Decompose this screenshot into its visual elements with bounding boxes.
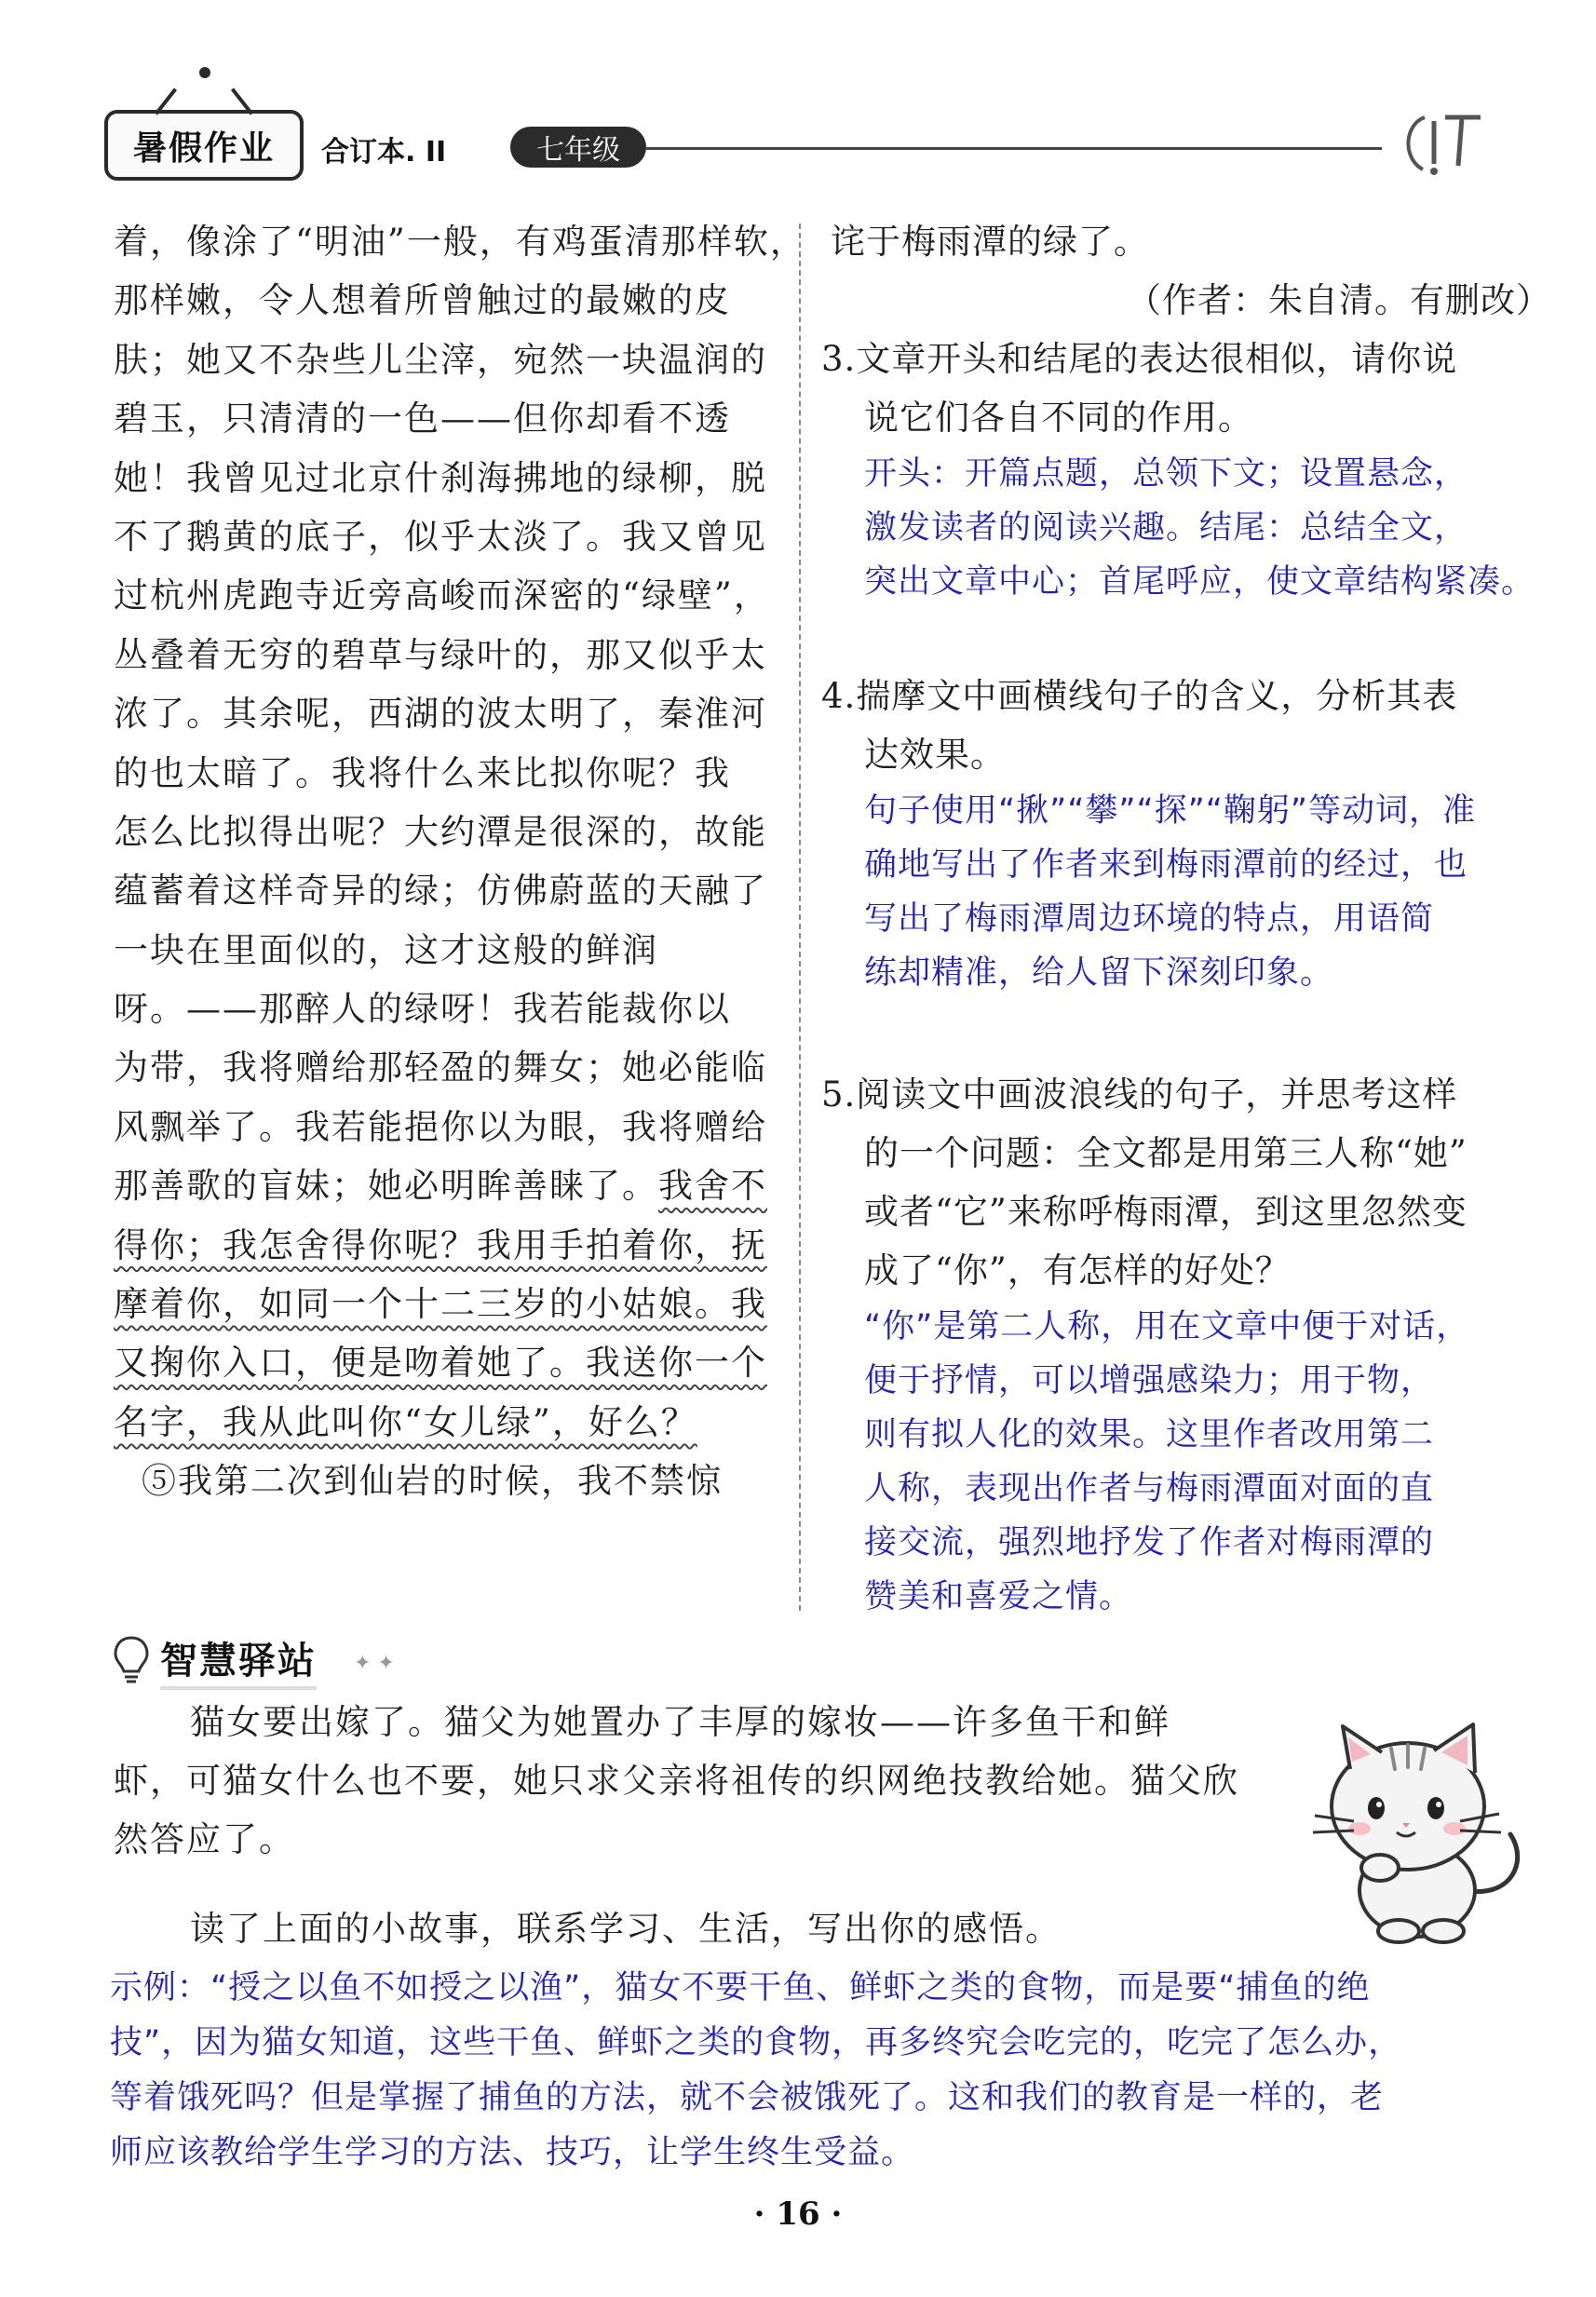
passage-line: 过杭州虎跑寺近旁高峻而深密的“绿壁”， — [114, 575, 770, 616]
right-column — [821, 212, 1566, 1624]
passage-line: 风飘举了。我若能挹你以为眼，我将赠给 — [114, 1106, 767, 1147]
sign-nail — [199, 67, 210, 78]
passage-line: 她！我曾见过北京什刹海拂地的绿柳，脱 — [114, 457, 767, 498]
column-divider — [799, 223, 801, 1611]
answer-line: 开头：开篇点题，总领下文；设置悬念， — [864, 455, 1468, 493]
answer-line: 则有拟人化的效果。这里作者改用第二 — [864, 1416, 1435, 1453]
grade-badge: 七年级 — [510, 127, 646, 168]
wavy-underlined-text: 摩着你，如同一个十二三岁的小姑娘。我 — [114, 1284, 767, 1325]
passage-line: 肤；她又不杂些儿尘滓，宛然一块温润的 — [114, 339, 767, 380]
question-text: 4.揣摩文中画横线句子的含义，分析其表 — [821, 676, 1458, 716]
question-3 — [821, 330, 1566, 609]
question-text: 达效果。 — [864, 735, 1006, 775]
passage-line: 的也太暗了。我将什么来比拟你呢？我 — [114, 752, 731, 793]
header-sign — [104, 110, 304, 181]
passage-line: 丛叠着无穷的碧草与绿叶的，那又似乎太 — [114, 634, 767, 675]
writing-prompt: 读了上面的小故事，联系学习、生活，写出你的感悟。 — [190, 1909, 1062, 1949]
answer-line: 等着饿死吗？但是掌握了捕鱼的方法，就不会被饿死了。这和我们的教育是一样的，老 — [110, 2079, 1385, 2116]
passage-line: 不了鹅黄的底子，似乎太淡了。我又曾见 — [114, 516, 767, 557]
question-text: 3.文章开头和结尾的表达很相似，请你说 — [821, 339, 1458, 379]
star-icon: ✦ ✦ — [354, 1652, 395, 1675]
story-line: 然答应了。 — [114, 1819, 295, 1859]
question-4 — [821, 667, 1566, 1000]
story-line: 虾，可猫女什么也不要，她只求父亲将祖传的织网绝技教给她。猫父欣 — [114, 1761, 1239, 1801]
answer-line: 赞美和喜爱之情。 — [864, 1578, 1133, 1615]
passage-line: ⑤我第二次到仙岩的时候，我不禁惊 — [142, 1461, 723, 1502]
cat-illustration — [1278, 1704, 1557, 1946]
passage-line: 碧玉，只清清的一色——但你却看不透 — [114, 399, 731, 439]
answer-line: “你”是第二人称，用在文章中便于对话， — [864, 1308, 1470, 1345]
wavy-underlined-text: 又掬你入口，便是吻着她了。我送你一个 — [114, 1343, 767, 1384]
wavy-underlined-text: 我舍不 — [658, 1166, 767, 1207]
passage-line: 一块在里面似的，这才这般的鲜润 — [114, 929, 658, 970]
header-rule — [646, 147, 1382, 150]
answer-line: 写出了梅雨潭周边环境的特点，用语简 — [864, 900, 1435, 938]
sample-answer — [110, 1961, 1562, 2181]
passage-line: 浓了。其余呢，西湖的波太明了，秦淮河 — [114, 694, 767, 735]
answer-line: 技”，因为猫女知道，这些干鱼、鲜虾之类的食物，再多终究会吃完的，吃完了怎么办， — [110, 2024, 1402, 2061]
question-text: 或者“它”来称呼梅雨潭，到这里忽然变 — [864, 1192, 1468, 1232]
header-book-title: 合订本. II — [321, 136, 447, 169]
passage-line: 呀。——那醉人的绿呀！我若能裁你以 — [114, 989, 731, 1030]
answer-line: 便于抒情，可以增强感染力；用于物， — [864, 1362, 1435, 1399]
passage-text: 那善歌的盲妹；她必明眸善睐了。 — [114, 1166, 658, 1207]
passage-line — [114, 1156, 784, 1215]
passage-line — [114, 1333, 784, 1392]
passage-line — [114, 1216, 784, 1275]
story — [114, 1693, 1259, 1869]
answer-line: 激发读者的阅读兴趣。结尾：总结全文， — [864, 509, 1468, 547]
section-title: 智慧驿站 — [160, 1631, 317, 1690]
passage-line: 那样嫩，令人想着所曾触过的最嫩的皮 — [114, 280, 731, 321]
passage-continuation: 诧于梅雨潭的绿了。 — [831, 222, 1149, 262]
bulb-icon — [112, 1634, 151, 1686]
passage-line: 为带，我将赠给那轻盈的舞女；她必能临 — [114, 1047, 767, 1088]
answer-line: 练却精准，给人留下深刻印象。 — [864, 954, 1334, 992]
section-header — [112, 1628, 391, 1693]
answer-line: 师应该教给学生学习的方法、技巧，让学生终生受益。 — [110, 2134, 915, 2171]
answer-line: 句子使用“揪”“攀”“探”“鞠躬”等动词，准 — [864, 792, 1477, 830]
header-sign-text: 暑假作业 — [132, 128, 275, 168]
question-text: 说它们各自不同的作用。 — [864, 398, 1253, 438]
passage-line — [114, 1393, 784, 1452]
answer-line: 接交流，强烈地抒发了作者对梅雨潭的 — [864, 1524, 1435, 1561]
question-5 — [821, 1065, 1566, 1624]
passage-line: 蕴蓄着这样奇异的绿；仿佛蔚蓝的天融了 — [114, 871, 767, 912]
question-text: 5.阅读文中画波浪线的句子，并思考这样 — [821, 1074, 1458, 1115]
question-text: 的一个问题：全文都是用第三人称“她” — [864, 1133, 1468, 1173]
wavy-underlined-text: 名字，我从此叫你“女儿绿”，好么？ — [114, 1401, 697, 1442]
wavy-underlined-text: 得你；我怎舍得你呢？我用手拍着你，抚 — [114, 1224, 767, 1265]
page-number: · 16 · — [753, 2196, 843, 2233]
passage-line — [114, 1275, 784, 1333]
answer-line: 确地写出了作者来到梅雨潭前的经过，也 — [864, 846, 1468, 884]
answer-line: 突出文章中心；首尾呼应，使文章结构紧凑。 — [864, 563, 1535, 601]
header-logo — [1397, 104, 1488, 184]
left-column — [114, 212, 806, 1511]
question-text: 成了“你”，有怎样的好处？ — [864, 1250, 1291, 1290]
passage-line: 着，像涂了“明油”一般，有鸡蛋清那样软， — [114, 222, 806, 262]
answer-line: 人称，表现出作者与梅雨潭面对面的直 — [864, 1470, 1435, 1507]
passage-line: 怎么比拟得出呢？大约潭是很深的，故能 — [114, 811, 767, 852]
story-line: 猫女要出嫁了。猫父为她置办了丰厚的嫁妆——许多鱼干和鲜 — [190, 1702, 1170, 1742]
answer-line: 示例：“授之以鱼不如授之以渔”，猫女不要干鱼、鲜虾之类的食物，而是要“捕鱼的绝 — [110, 1969, 1371, 2006]
attribution: （作者：朱自清。有删改） — [1127, 280, 1551, 320]
